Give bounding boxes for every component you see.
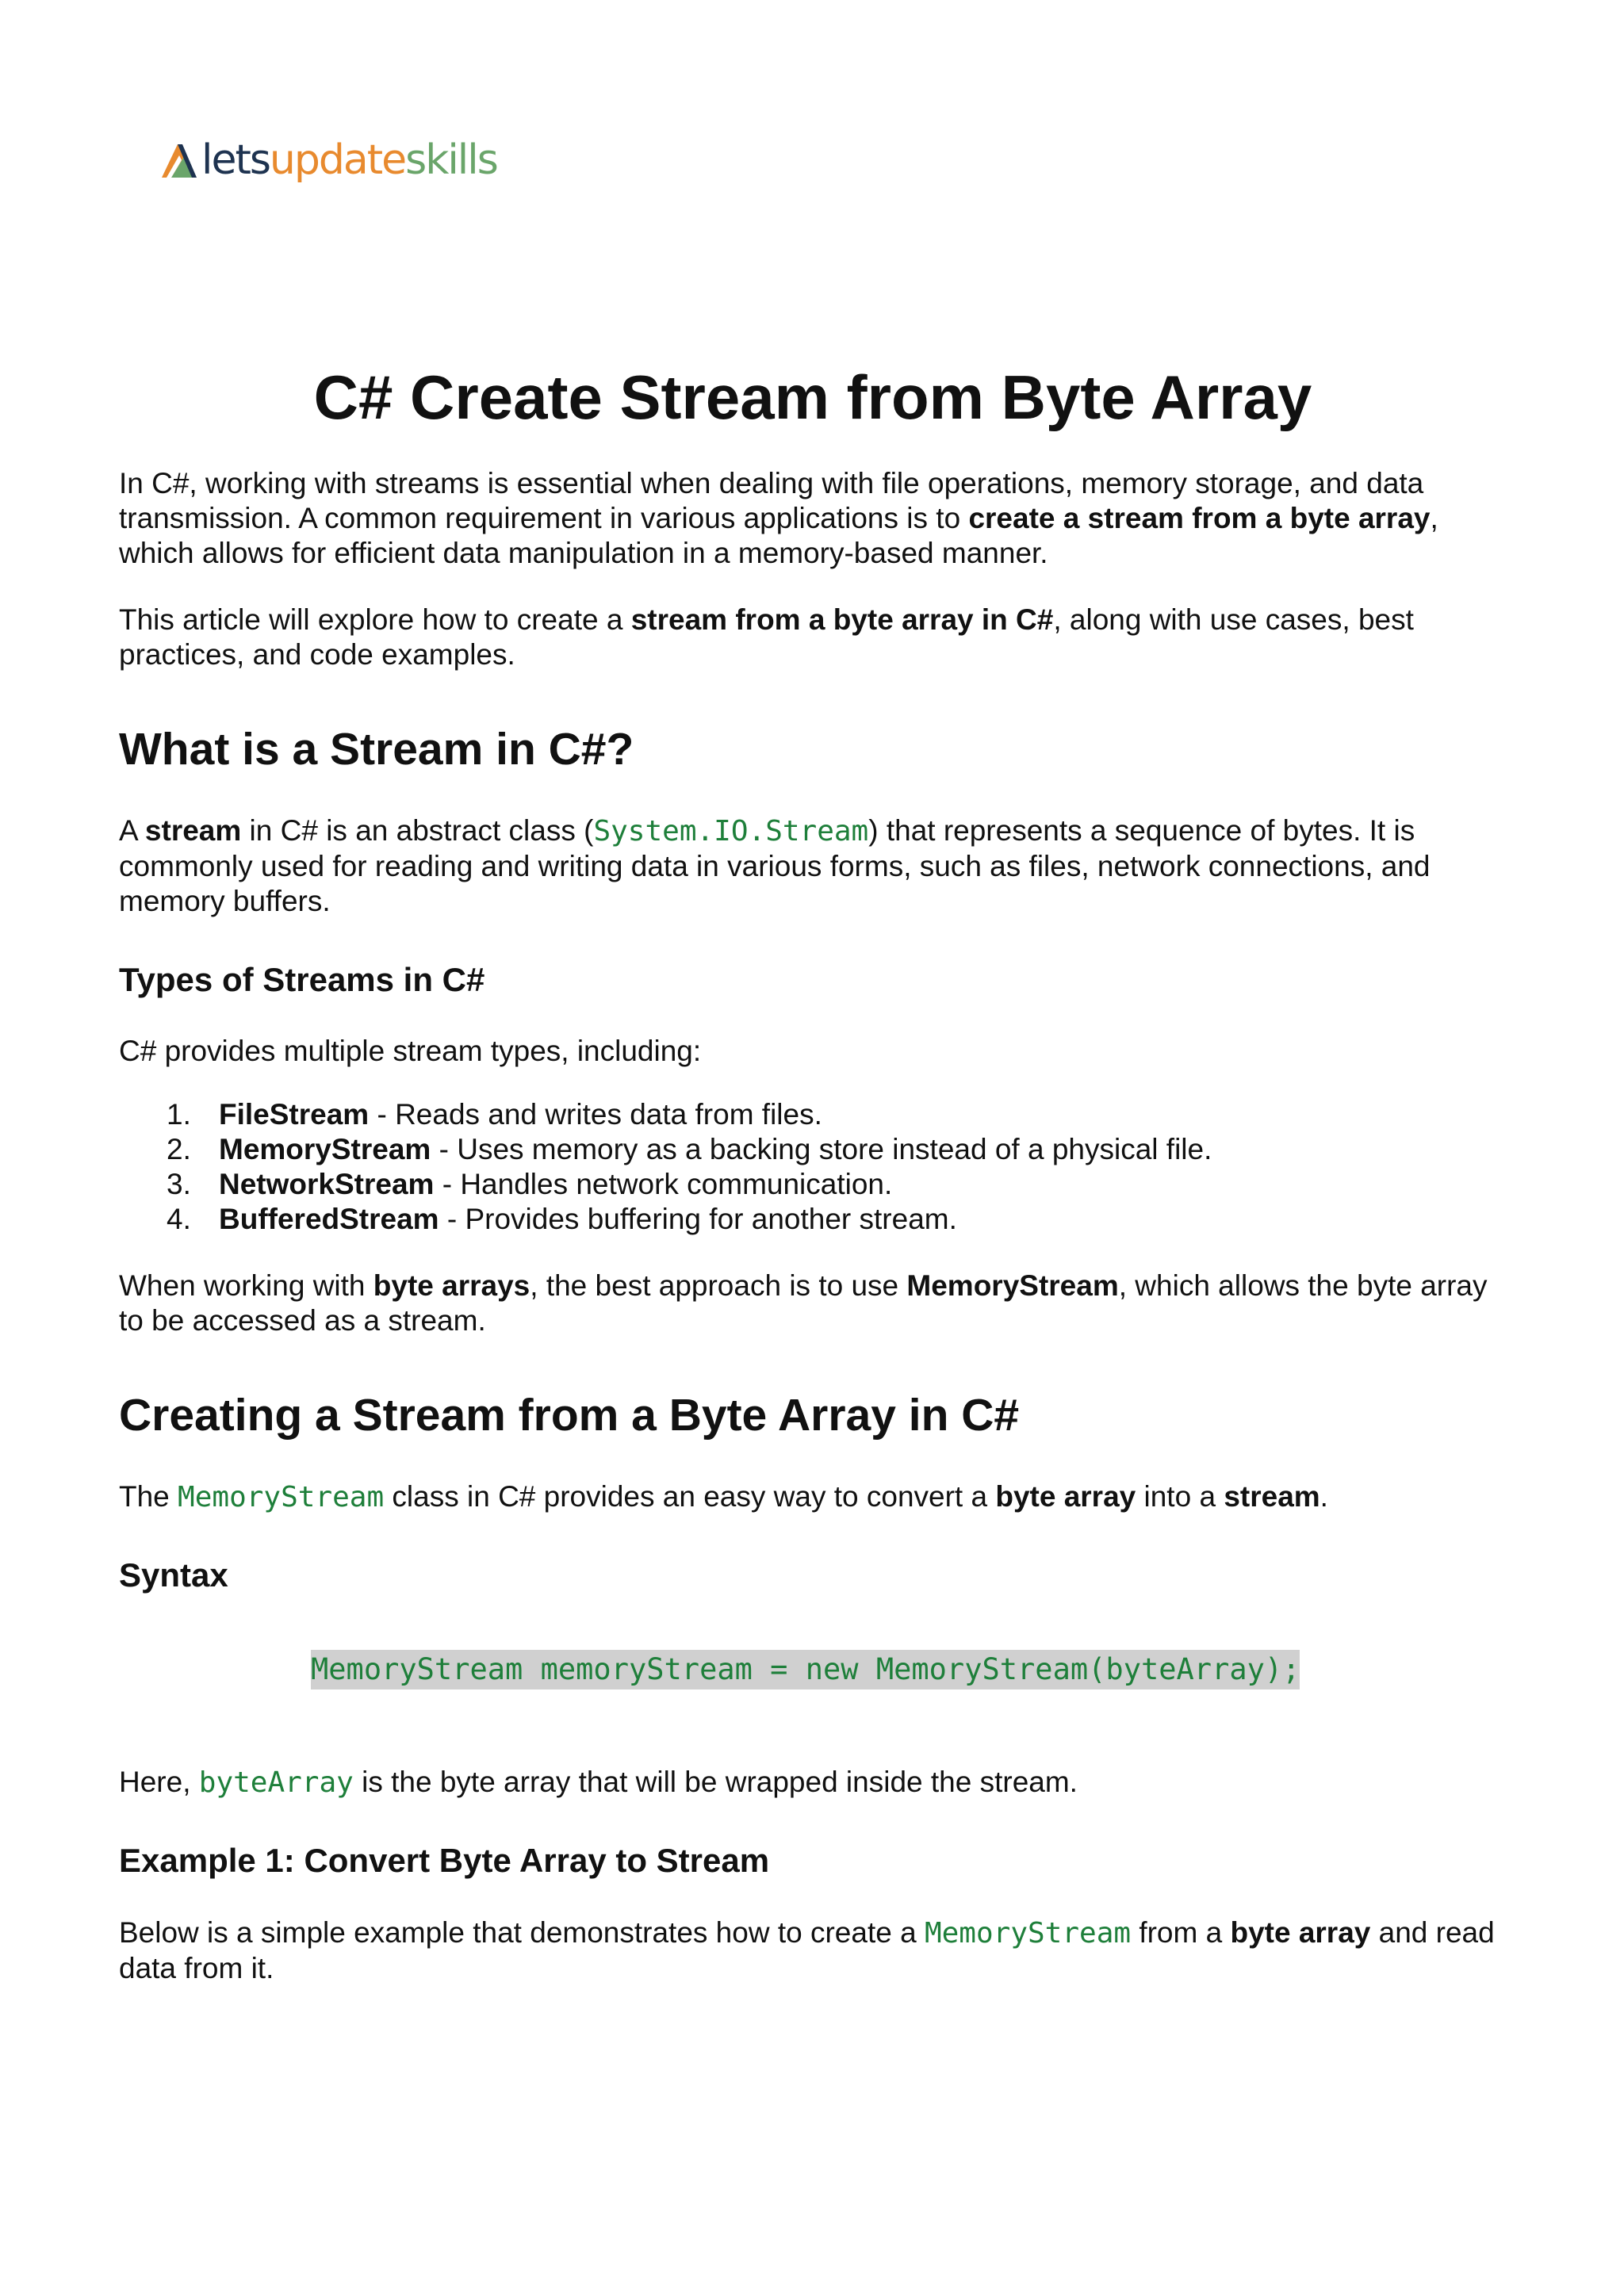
- intro-paragraph-2: This article will explore how to create a stream from a byte array in C#, along with use cases, best practices, and code examples.: [119, 603, 1414, 671]
- list-item: 1. FileStream - Reads and writes data from files.: [167, 1098, 822, 1131]
- site-logo: [159, 135, 497, 186]
- list-item: 3. NetworkStream - Handles network communication.: [167, 1168, 893, 1200]
- example-1-description: Below is a simple example that demonstrates how to create a MemoryStream from a byte array and read data from it.: [119, 1916, 1495, 1984]
- list-item: 4. BufferedStream - Provides buffering for another stream.: [167, 1203, 957, 1235]
- syntax-code-block: MemoryStream memoryStream = new MemoryStream(byteArray);: [311, 1650, 1300, 1689]
- logo-wordmark: letsupdateskills: [201, 136, 497, 184]
- page-title: C# Create Stream from Byte Array: [313, 362, 1312, 432]
- intro-paragraph-1: In C#, working with streams is essential when dealing with file operations, memory storage, and data transmission. A common requirement in various applications is to create a stream from a byte array, which allows for efficient data manipulation in a memory-based manner.: [119, 467, 1438, 569]
- bytearray-explanation: Here, byteArray is the byte array that will be wrapped inside the stream.: [119, 1766, 1078, 1799]
- stream-types-list: [119, 1097, 1507, 1237]
- heading-what-is-stream: What is a Stream in C#?: [119, 724, 634, 775]
- inline-code: byteArray: [198, 1766, 354, 1799]
- byte-array-note: When working with byte arrays, the best approach is to use MemoryStream, which allows the byte array to be accessed as a stream.: [119, 1269, 1488, 1337]
- types-intro: C# provides multiple stream types, including:: [119, 1035, 702, 1067]
- list-item: 2. MemoryStream - Uses memory as a backing store instead of a physical file.: [167, 1133, 1212, 1165]
- inline-code: System.IO.Stream: [593, 815, 869, 848]
- heading-example-1: Example 1: Convert Byte Array to Stream: [119, 1842, 770, 1879]
- heading-syntax: Syntax: [119, 1556, 228, 1594]
- stream-definition-paragraph: A stream in C# is an abstract class (System.IO.Stream) that represents a sequence of bytes. It is commonly used for reading and writing data in various forms, such as files, network connections, and memory buffers.: [119, 814, 1431, 917]
- memorystream-intro: The MemoryStream class in C# provides an easy way to convert a byte array into a stream.: [119, 1480, 1328, 1513]
- heading-types-of-streams: Types of Streams in C#: [119, 961, 485, 998]
- inline-code: MemoryStream: [178, 1481, 385, 1513]
- inline-code: MemoryStream: [924, 1917, 1132, 1950]
- logo-triangle-icon: [159, 141, 200, 179]
- heading-creating-stream: Creating a Stream from a Byte Array in C#: [119, 1390, 1020, 1441]
